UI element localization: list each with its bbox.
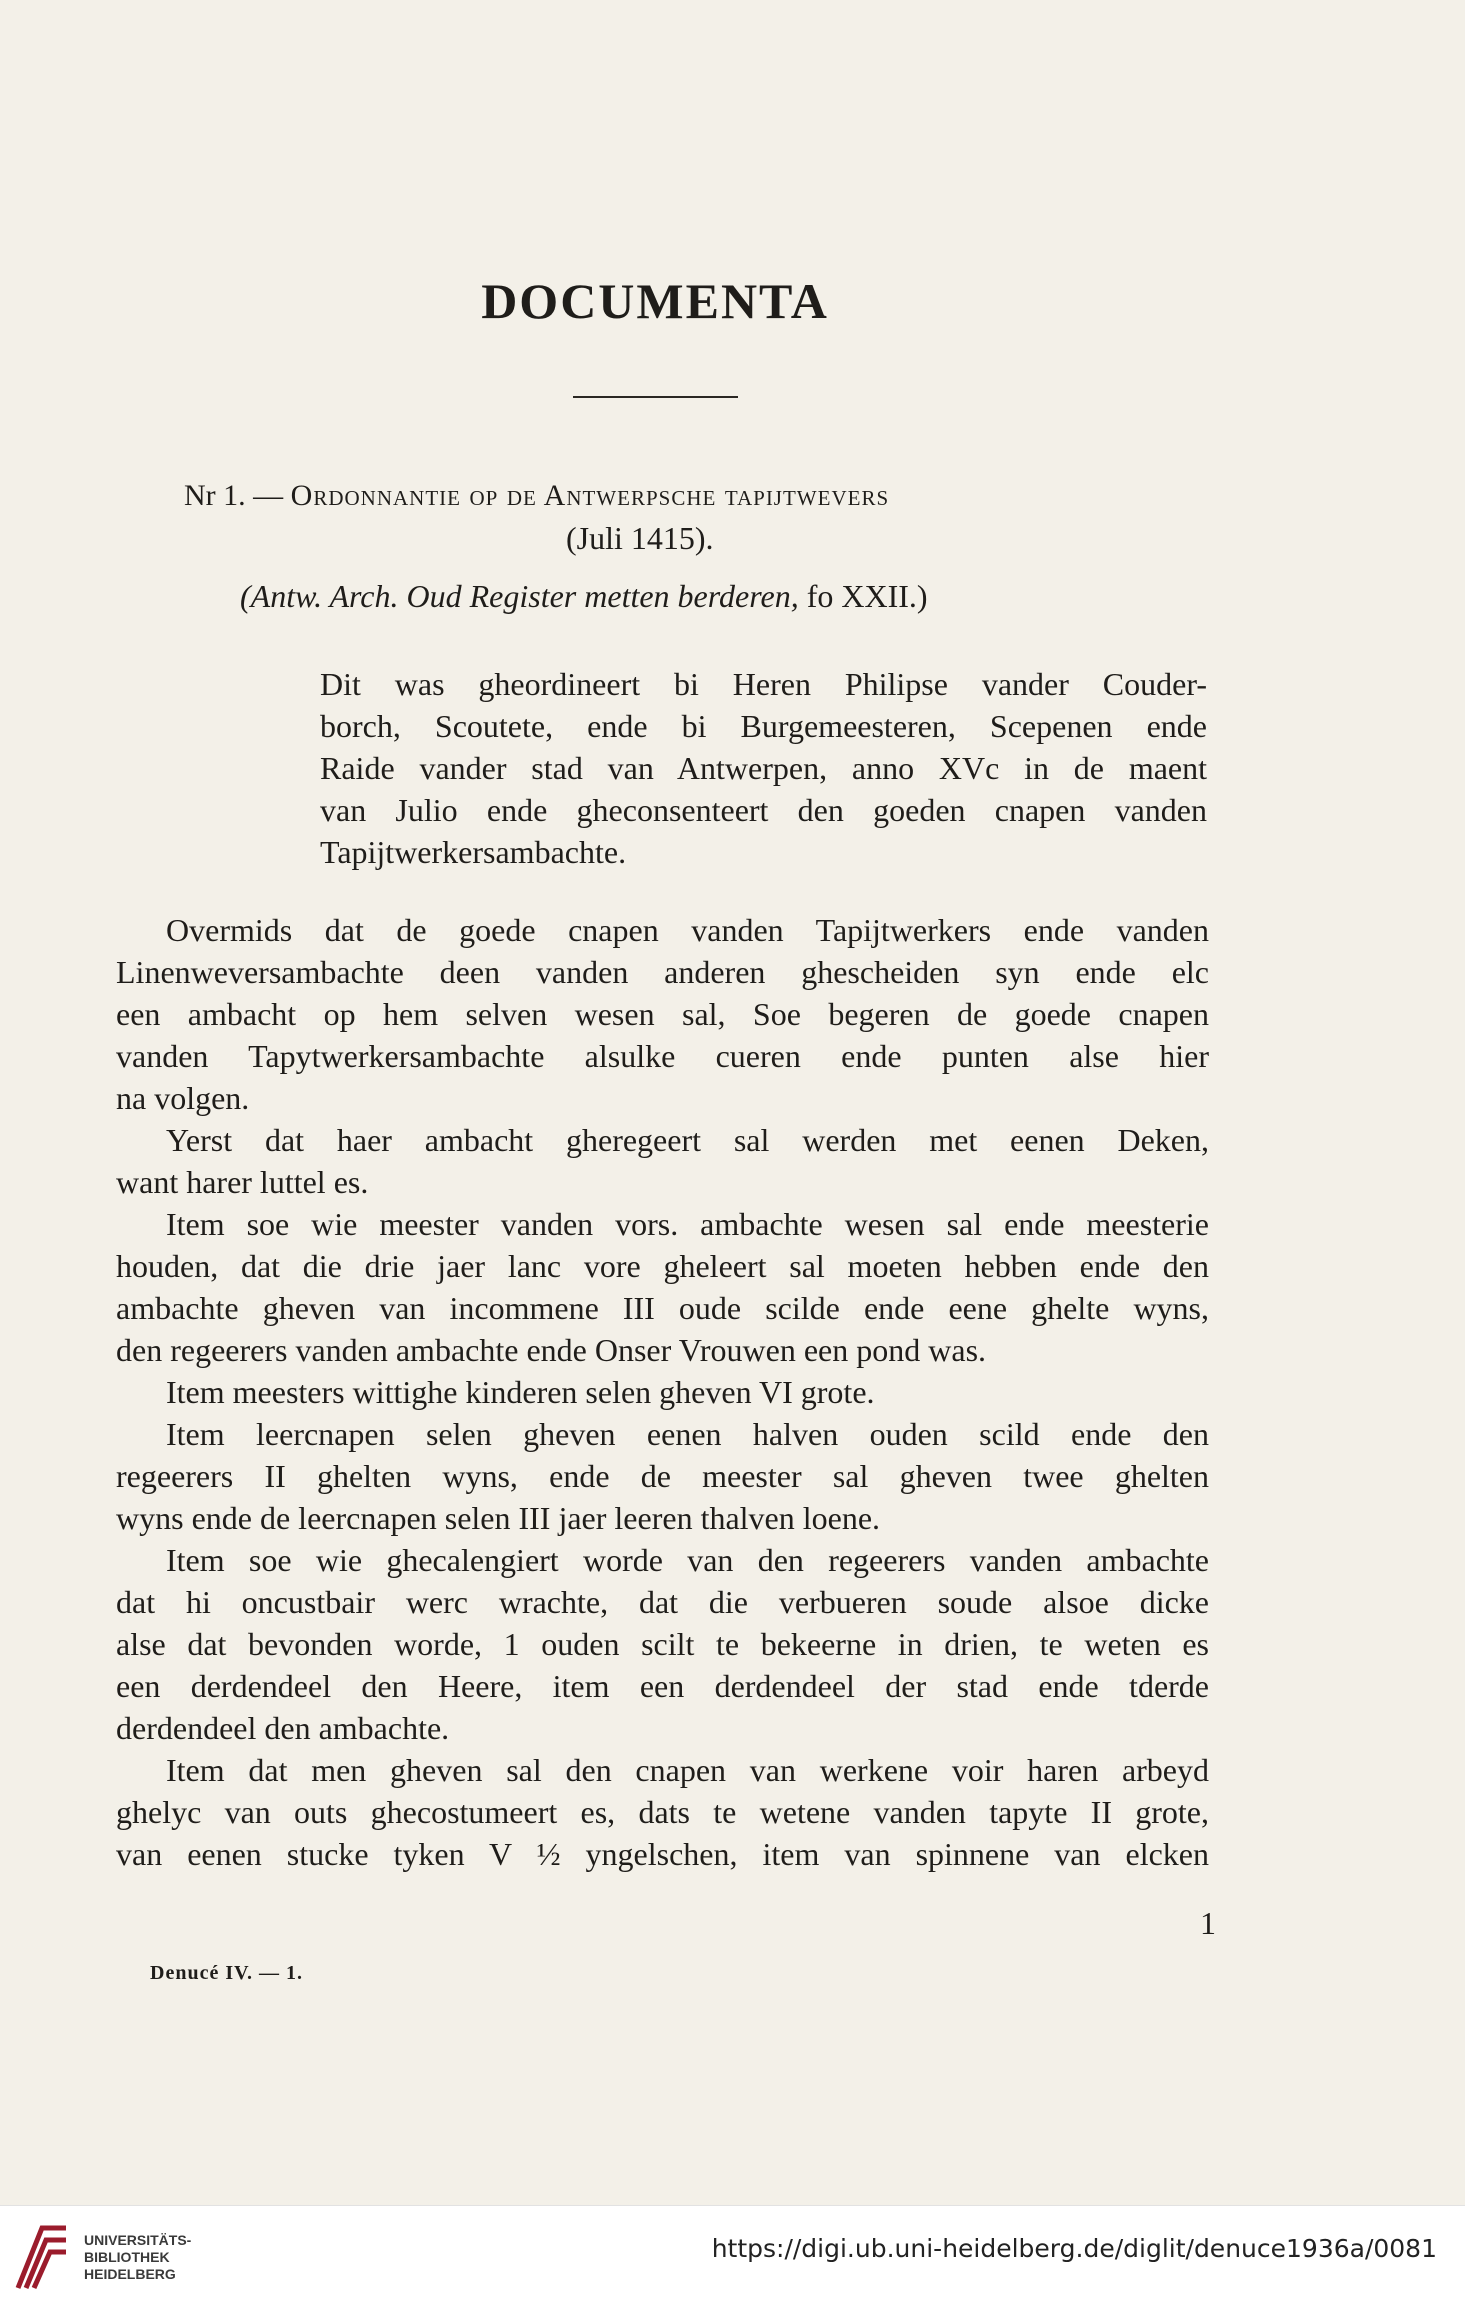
library-logo-icon[interactable] <box>12 2218 72 2298</box>
body-line: derdendeel den ambachte. <box>116 1710 450 1746</box>
document-caption: Ordonnantie op de Antwerpsche tapijtwevers <box>290 479 890 512</box>
signature-mark: Denucé IV. — 1. <box>150 1962 303 1984</box>
body-line: van eenen stucke tyken V ½ yngelschen, item van spinnene van elcken <box>116 1836 1209 1872</box>
preamble-line: borch, Scoutete, ende bi Burgemeesteren, Scepenen ende <box>320 708 1207 744</box>
body-line: dat hi oncustbair werc wrachte, dat die verbueren soude alsoe dicke <box>116 1584 1209 1620</box>
heading-dash: — <box>253 479 284 512</box>
library-name-line: UNIVERSITÄTS- <box>84 2232 192 2248</box>
body-line: Item dat men gheven sal den cnapen van werkene voir haren arbeyd <box>166 1752 1209 1788</box>
body-line: ghelyc van outs ghecostumeert es, dats te wetene vanden tapyte II grote, <box>116 1794 1209 1830</box>
title-divider <box>573 396 738 398</box>
preamble-line: Tapijtwerkersambachte. <box>320 834 627 870</box>
preamble-line: Dit was gheordineert bi Heren Philipse vander Couder- <box>320 666 1207 702</box>
body-line: Overmids dat de goede cnapen vanden Tapijtwerkers ende vanden <box>166 912 1209 948</box>
body-line: wyns ende de leercnapen selen III jaer leeren thalven loene. <box>116 1500 881 1536</box>
body-line: Linenweversambachte deen vanden anderen ghescheiden syn ende elc <box>116 954 1209 990</box>
document-number: Nr 1. <box>184 479 246 512</box>
document-title: DOCUMENTA <box>481 273 829 329</box>
document-date: (Juli 1415). <box>566 520 714 556</box>
body-line: den regeerers vanden ambachte ende Onser Vrouwen een pond was. <box>116 1332 987 1368</box>
body-line: vanden Tapytwerkersambachte alsulke cueren ende punten alse hier <box>116 1038 1209 1074</box>
body-line: een derdendeel den Heere, item een derdendeel der stad ende tderde <box>116 1668 1209 1704</box>
body-line: een ambacht op hem selven wesen sal, Soe begeren de goede cnapen <box>116 996 1209 1032</box>
body-line: Item soe wie ghecalengiert worde van den regeerers vanden ambachte <box>166 1542 1209 1578</box>
body-line: ambachte gheven van incommene III oude scilde ende eene ghelte wyns, <box>116 1290 1209 1326</box>
body-line: Item meesters wittighe kinderen selen gheven VI grote. <box>166 1374 875 1410</box>
document-heading <box>184 476 889 516</box>
permalink-url[interactable]: https://digi.ub.uni-heidelberg.de/diglit/denuce1936a/0081 <box>711 2234 1437 2263</box>
preamble-line: van Julio ende gheconsenteert den goeden cnapen vanden <box>320 792 1207 828</box>
document-source <box>240 576 928 616</box>
library-name-line: HEIDELBERG <box>84 2266 176 2282</box>
source-folio: fo XXII.) <box>806 578 928 614</box>
body-line: Item soe wie meester vanden vors. ambachte wesen sal ende meesterie <box>166 1206 1209 1242</box>
body-line: want harer luttel es. <box>116 1164 369 1200</box>
library-name <box>84 2232 191 2283</box>
preamble-line: Raide vander stad van Antwerpen, anno XVc in de maent <box>320 750 1207 786</box>
body-line: Item leercnapen selen gheven eenen halven ouden scild ende den <box>166 1416 1209 1452</box>
page-number: 1 <box>1200 1905 1216 1941</box>
body-line: regeerers II ghelten wyns, ende de meester sal gheven twee ghelten <box>116 1458 1209 1494</box>
body-line: na volgen. <box>116 1080 250 1116</box>
library-name-line: BIBLIOTHEK <box>84 2249 170 2265</box>
body-line: houden, dat die drie jaer lanc vore gheleert sal moeten hebben ende den <box>116 1248 1209 1284</box>
source-reference: (Antw. Arch. Oud Register metten berderen, <box>240 578 799 614</box>
body-line: Yerst dat haer ambacht gheregeert sal werden met eenen Deken, <box>166 1122 1209 1158</box>
body-line: alse dat bevonden worde, 1 ouden scilt te bekeerne in drien, te weten es <box>116 1626 1209 1662</box>
